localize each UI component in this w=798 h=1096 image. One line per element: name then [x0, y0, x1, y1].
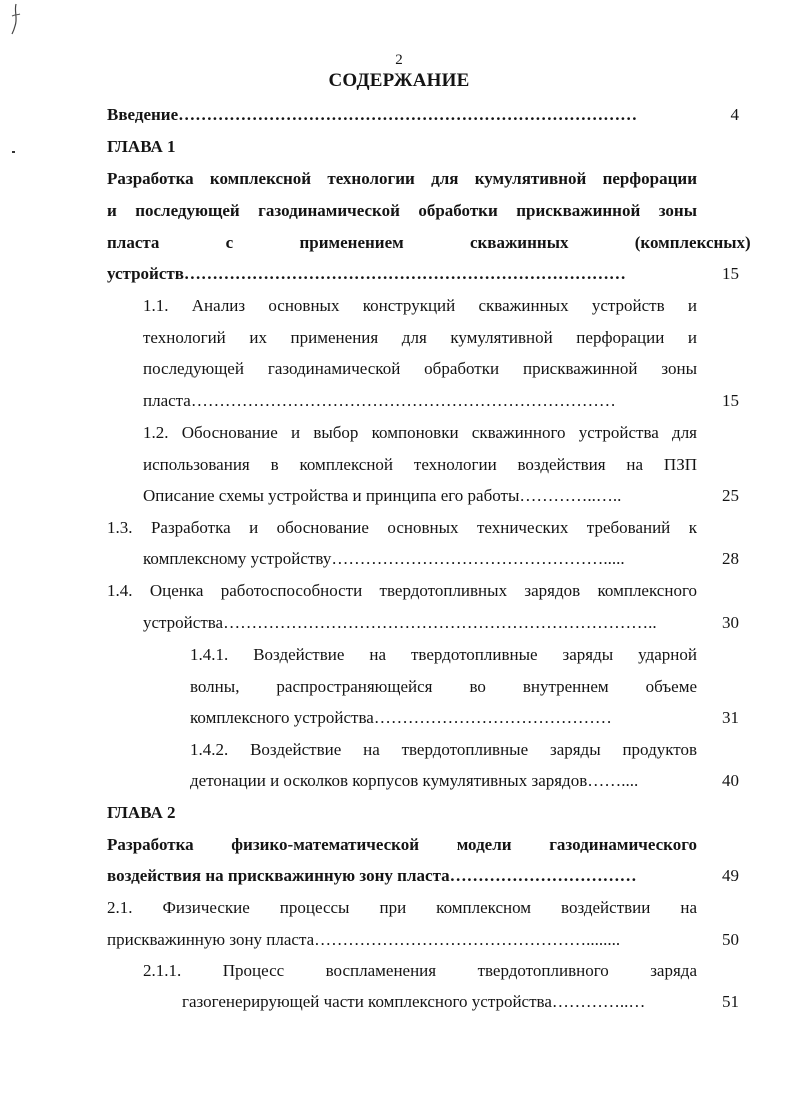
section-1-3-line-1: 1.3. Разработка и обоснование основных технических требований к	[107, 518, 697, 537]
section-2-1-line-2: прискважинную зону пласта…………………………………………........	[107, 930, 621, 949]
section-1-1-line-3: последующей газодинамической обработки прискважинной зоны	[143, 359, 697, 378]
section-1-4-1-line-3: комплексного устройства……………………………………	[190, 708, 612, 727]
section-1-2-line-3: Описание схемы устройства и принципа его работы…………..…..	[143, 486, 622, 505]
chapter-2-page: 49	[722, 866, 739, 885]
toc-entry-intro: Введение………………………………………………………………………	[107, 105, 638, 124]
section-1-1-line-4: пласта…………………………………………………………………	[143, 391, 616, 410]
section-1-1-line-1: 1.1. Анализ основных конструкций скважинных устройств и	[143, 296, 697, 315]
section-1-4-2-page: 40	[722, 771, 739, 790]
section-1-3-line-2: комплексному устройству………………………………………….....	[143, 549, 625, 568]
section-2-1-1-line-2: газогенерирующей части комплексного устройства…………..…	[182, 992, 646, 1011]
toc-page-intro: 4	[730, 105, 739, 124]
section-1-4-1-page: 31	[722, 708, 739, 727]
section-2-1-page: 50	[722, 930, 739, 949]
chapter-1-title-line-3: пласта с применением скважинных (комплексных)	[107, 233, 751, 252]
pen-mark	[6, 2, 26, 36]
toc-title: СОДЕРЖАНИЕ	[328, 70, 470, 91]
chapter-1-title-line-2: и последующей газодинамической обработки прискважинной зоны	[107, 201, 697, 220]
section-1-3-page: 28	[722, 549, 739, 568]
section-1-4-2-line-1: 1.4.2. Воздействие на твердотопливные заряды продуктов	[190, 740, 697, 759]
section-1-1-line-2: технологий их применения для кумулятивной перфорации и	[143, 328, 697, 347]
chapter-1-page: 15	[722, 264, 739, 283]
page-number: 2	[395, 52, 403, 68]
section-1-2-line-1: 1.2. Обоснование и выбор компоновки скважинного устройства для	[143, 423, 697, 442]
section-1-4-line-2: устройства…………………………………………………………………..	[143, 613, 657, 632]
chapter-1-title-line-1: Разработка комплексной технологии для кумулятивной перфорации	[107, 169, 697, 188]
section-1-4-2-line-2: детонации и осколков корпусов кумулятивных зарядов……....	[190, 771, 639, 790]
section-1-4-page: 30	[722, 613, 739, 632]
section-2-1-line-1: 2.1. Физические процессы при комплексном воздействии на	[107, 898, 697, 917]
chapter-1-title-line-4: устройств……………………………………………………………………	[107, 264, 626, 283]
section-1-1-page: 15	[722, 391, 739, 410]
chapter-2-heading: ГЛАВА 2	[107, 803, 176, 822]
section-1-2-page: 25	[722, 486, 739, 505]
section-2-1-1-line-1: 2.1.1. Процесс воспламенения твердотопливного заряда	[143, 961, 697, 980]
section-1-2-line-2: использования в комплексной технологии воздействия на ПЗП	[143, 455, 697, 474]
section-1-4-1-line-2: волны, распространяющейся во внутреннем объеме	[190, 677, 697, 696]
section-1-4-line-1: 1.4. Оценка работоспособности твердотопливных зарядов комплексного	[107, 581, 697, 600]
section-1-4-1-line-1: 1.4.1. Воздействие на твердотопливные заряды ударной	[190, 645, 697, 664]
chapter-2-title-line-1: Разработка физико-математической модели газодинамического	[107, 835, 697, 854]
scan-speck	[12, 151, 15, 153]
section-2-1-1-page: 51	[722, 992, 739, 1011]
chapter-1-heading: ГЛАВА 1	[107, 137, 176, 156]
chapter-2-title-line-2: воздействия на прискважинную зону пласта……………………………	[107, 866, 637, 885]
